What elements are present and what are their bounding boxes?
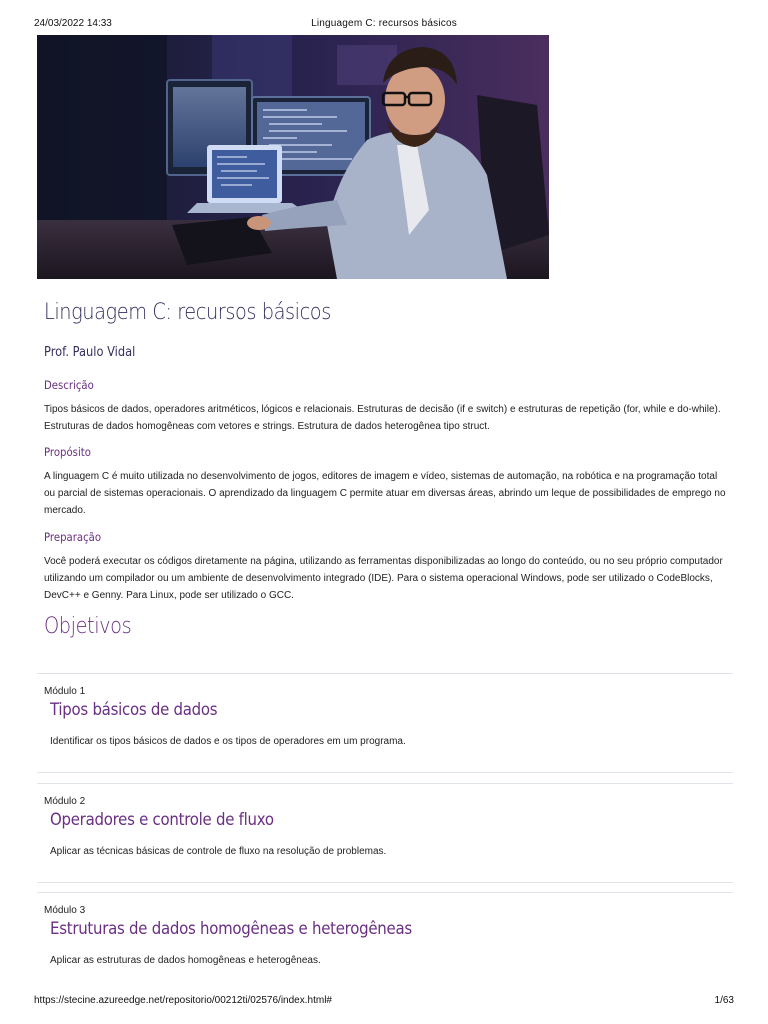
module-card-1: [37, 673, 733, 773]
section-label-preparacao: Preparação: [44, 530, 102, 544]
section-text-proposito: A linguagem C é muito utilizada no desenvolvimento de jogos, editores de imagem e vídeo, sistemas de automação, na robótica e na programação total ou parcial de sistemas operacionais. O aprendizado da linguagem C permite atuar em diversas áreas, abrindo um leque de possibilidades de emprego no mercado.: [44, 471, 726, 516]
module-card-2: [37, 783, 733, 883]
section-label-descricao: Descrição: [44, 378, 94, 392]
print-url: https://stecine.azureedge.net/repositorio/00212ti/02576/index.html#: [34, 995, 332, 1006]
module-title: Operadores e controle de fluxo: [50, 810, 274, 830]
page-title: Linguagem C: recursos básicos: [44, 300, 331, 325]
objectives-heading: Objetivos: [44, 614, 132, 639]
author-name: Prof. Paulo Vidal: [44, 345, 136, 360]
module-title: Tipos básicos de dados: [50, 700, 218, 720]
section-text-preparacao: Você poderá executar os códigos diretamente na página, utilizando as ferramentas disponibilizadas ao longo do conteúdo, ou no seu próprio computador utilizando um compilador ou um ambiente de desenvolvimento integrado (IDE). Para o sistema operacional Windows, pode ser utilizado o CodeBlocks, DevC++ e Genny. Para Linux, pode ser utilizado o GCC.: [44, 556, 723, 601]
module-card-3: [37, 892, 733, 982]
module-description: Aplicar as estruturas de dados homogêneas e heterogêneas.: [50, 955, 321, 966]
print-datetime: 24/03/2022 14:33: [34, 18, 112, 29]
main-content: [44, 300, 734, 639]
module-number: Módulo 2: [44, 796, 86, 807]
section-label-proposito: Propósito: [44, 445, 91, 459]
module-title: Estruturas de dados homogêneas e heterogêneas: [50, 919, 412, 939]
programmer-photo-icon: [37, 35, 549, 279]
hero-image: [37, 35, 549, 279]
module-number: Módulo 1: [44, 686, 86, 697]
section-text-descricao: Tipos básicos de dados, operadores aritméticos, lógicos e relacionais. Estruturas de decisão (if e switch) e estruturas de repetição (for, while e do-while). Estruturas de dados homogêneas com vetores e strings. Estrutura de dados heterogênea tipo struct.: [44, 404, 721, 432]
print-header: [0, 18, 768, 30]
module-description: Aplicar as técnicas básicas de controle de fluxo na resolução de problemas.: [50, 846, 387, 857]
print-doc-title: Linguagem C: recursos básicos: [311, 18, 457, 29]
module-description: Identificar os tipos básicos de dados e os tipos de operadores em um programa.: [50, 736, 406, 747]
page-number: 1/63: [714, 995, 734, 1006]
module-number: Módulo 3: [44, 905, 86, 916]
